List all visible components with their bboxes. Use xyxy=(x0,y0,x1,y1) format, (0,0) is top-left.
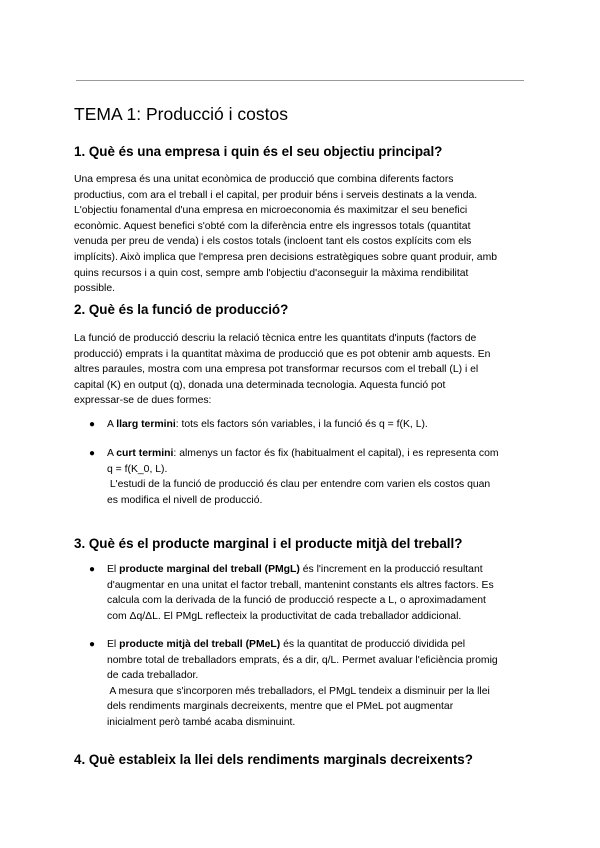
text-line: capital (K) en output (q), donada una determinada tecnologia. Aquesta funció pot xyxy=(74,379,446,391)
text-line: producció) emprats i la quantitat màxima de producció que es pot obtenir amb aquests. En xyxy=(74,348,491,360)
list-item-marginal-product xyxy=(107,562,531,624)
bullet-icon: ● xyxy=(89,639,96,650)
text-line: Una empresa és una unitat econòmica de producció que combina diferents factors xyxy=(74,174,454,185)
text-run: és la quantitat de producció dividida pel xyxy=(280,639,466,650)
section-4-heading: 4. Què estableix la llei dels rendiments marginals decreixents? xyxy=(74,752,473,767)
text-line: de cada treballador. xyxy=(107,670,199,682)
bullet-icon: ● xyxy=(89,564,96,575)
text-line: A mesura que s'incorporen més treballadors, el PMgL tendeix a disminuir per la llei xyxy=(107,685,490,697)
section-1-paragraph xyxy=(74,172,534,297)
text-line: L'estudi de la funció de producció és clau per entendre com varien els costos quan xyxy=(107,479,491,491)
text-line: productius, com ara el treball i el capital, per produir béns i serveis destinats a la venda. xyxy=(74,189,478,201)
text-line: dels rendiments marginals decreixents, mentre que el PMeL pot augmentar xyxy=(107,701,454,713)
text-line: L'objectiu fonamental d'una empresa en microeconomia és maximitzar el seu benefici xyxy=(74,205,468,217)
text-line: d'augmentar en una unitat el factor treball, mantenint constants els altres factors. Es xyxy=(107,579,494,591)
text-run: El xyxy=(107,564,120,575)
list-item-long-run xyxy=(107,417,531,433)
bold-term: curt termini xyxy=(116,448,174,459)
text-line: com Δq/ΔL. El PMgL reflecteix la productivitat de cada treballador addicional. xyxy=(107,610,462,622)
horizontal-rule xyxy=(76,80,524,81)
text-line: inicialment però també acaba disminuint. xyxy=(107,716,296,728)
text-run: A xyxy=(107,448,117,459)
text-run: : almenys un factor és fix (habitualment el capital), i es representa com xyxy=(173,448,499,459)
text-line: possible. xyxy=(74,283,116,295)
page-title: TEMA 1: Producció i costos xyxy=(74,104,288,124)
text-line: q = f(K_0, L). xyxy=(107,463,168,475)
text-run: El xyxy=(107,639,120,650)
text-line: altres paraules, mostra com una empresa pot transformar recursos com el treball (L) i el xyxy=(74,364,479,376)
section-3-heading: 3. Què és el producte marginal i el producte mitjà del treball? xyxy=(74,536,463,551)
section-2-paragraph xyxy=(74,331,534,409)
text-line: expressar-se de dues formes: xyxy=(74,395,212,407)
text-line: quins recursos i a quin cost, sempre amb l'objectiu d'aconseguir la màxima rendibilitat xyxy=(74,267,469,279)
bold-term: llarg termini xyxy=(116,419,176,430)
text-run: A xyxy=(107,419,117,430)
list-item-average-product xyxy=(107,637,531,731)
text-line: nombre total de treballadors emprats, és a dir, q/L. Permet avaluar l'eficiència promig xyxy=(107,654,498,666)
text-line: es modifica el nivell de producció. xyxy=(107,494,263,506)
bullet-icon: ● xyxy=(89,448,96,459)
bullet-icon: ● xyxy=(89,419,96,430)
list-item-short-run xyxy=(107,446,531,508)
section-2-heading: 2. Què és la funció de producció? xyxy=(74,302,289,317)
text-line: implícits). Això implica que l'empresa pren decisions estratègiques sobre quant produir, amb xyxy=(74,251,498,263)
text-run: és l'increment en la producció resultant xyxy=(299,564,483,575)
bold-term: producte mitjà del treball (PMeL) xyxy=(119,639,281,650)
bold-term: producte marginal del treball (PMgL) xyxy=(119,564,300,575)
section-1-heading: 1. Què és una empresa i quin és el seu objectiu principal? xyxy=(74,144,443,159)
text-line: calcula com la derivada de la funció de producció respecte a L, o aproximadament xyxy=(107,595,486,607)
text-line: La funció de producció descriu la relació tècnica entre les quantitats d'inputs (factors de xyxy=(74,333,477,344)
text-run: : tots els factors són variables, i la funció és q = f(K, L). xyxy=(175,419,428,430)
text-line: venuda per preu de venda) i els costos totals (incloent tant els costos explícits com els xyxy=(74,236,472,248)
text-line: econòmic. Aquest benefici s'obté com la diferència entre els ingressos totals (quantitat xyxy=(74,220,471,232)
